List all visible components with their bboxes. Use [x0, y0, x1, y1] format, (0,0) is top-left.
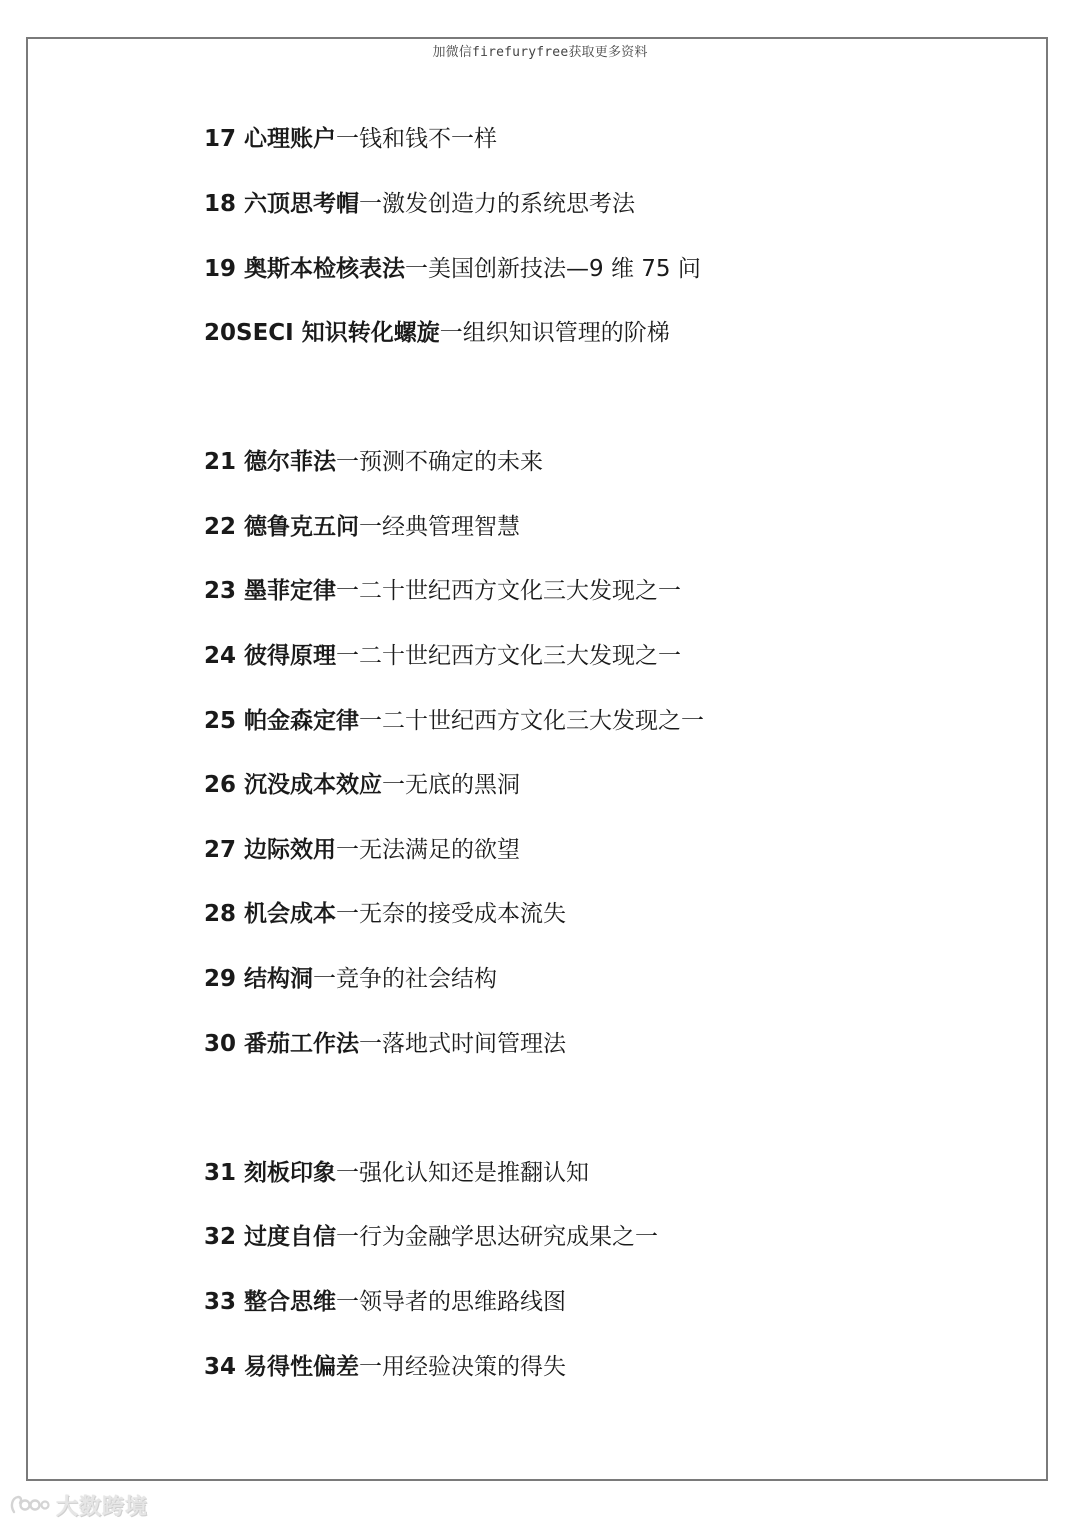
entry-description: 一落地式时间管理法	[359, 1031, 567, 1057]
entry-title: 31 刻板印象	[204, 1160, 337, 1186]
entry-description: 一行为金融学思达研究成果之一	[336, 1224, 659, 1250]
list-item	[204, 124, 497, 154]
entry-description: 一无法满足的欲望	[336, 837, 521, 863]
entry-description: 一二十世纪西方文化三大发现之一	[359, 708, 705, 734]
list-item	[204, 254, 701, 284]
list-item	[204, 189, 635, 219]
entry-title: 25 帕金森定律	[204, 708, 360, 734]
watermark-text: 大数跨境	[56, 1494, 149, 1520]
entry-description: 一竞争的社会结构	[313, 966, 498, 992]
entry-description: 一经典管理智慧	[359, 514, 521, 540]
entry-description: 一激发创造力的系统思考法	[359, 191, 636, 217]
entry-title: 17 心理账户	[204, 126, 337, 152]
list-item	[204, 447, 543, 477]
entry-title: 32 过度自信	[204, 1224, 337, 1250]
entry-title: 26 沉没成本效应	[204, 772, 383, 798]
list-item	[204, 512, 520, 542]
list-item	[204, 706, 704, 736]
brand-logo-icon	[8, 1492, 50, 1518]
entry-title: 20SECI 知识转化螺旋	[204, 320, 440, 346]
entry-description: 一二十世纪西方文化三大发现之一	[336, 643, 682, 669]
list-item	[204, 1352, 566, 1382]
list-item	[204, 641, 681, 671]
entry-title: 19 奥斯本检核表法	[204, 256, 406, 282]
entry-title: 24 彼得原理	[204, 643, 337, 669]
list-item	[204, 899, 566, 929]
entry-title: 23 墨菲定律	[204, 578, 337, 604]
list-item	[204, 1287, 566, 1317]
entry-description: 一预测不确定的未来	[336, 449, 544, 475]
entry-description: 一钱和钱不一样	[336, 126, 498, 152]
list-item	[204, 770, 520, 800]
list-item	[204, 1222, 658, 1252]
entry-title: 34 易得性偏差	[204, 1354, 360, 1380]
list-item	[204, 1029, 566, 1059]
entry-title: 21 德尔菲法	[204, 449, 337, 475]
entry-title: 33 整合思维	[204, 1289, 337, 1315]
list-item	[204, 318, 670, 348]
list-item	[204, 835, 520, 865]
entry-description: 一美国创新技法—9 维 75 问	[405, 256, 701, 282]
entry-description: 一二十世纪西方文化三大发现之一	[336, 578, 682, 604]
entry-title: 22 德鲁克五问	[204, 514, 360, 540]
list-item	[204, 1158, 589, 1188]
entry-description: 一用经验决策的得失	[359, 1354, 567, 1380]
entry-description: 一无奈的接受成本流失	[336, 901, 567, 927]
list-item	[204, 576, 681, 606]
list-item	[204, 964, 497, 994]
entry-description: 一无底的黑洞	[382, 772, 521, 798]
entry-title: 29 结构洞	[204, 966, 314, 992]
header-note: 加微信firefuryfree获取更多资料	[432, 45, 648, 60]
watermark	[8, 1490, 148, 1520]
entry-title: 18 六顶思考帽	[204, 191, 360, 217]
entry-title: 28 机会成本	[204, 901, 337, 927]
entry-description: 一组织知识管理的阶梯	[439, 320, 670, 346]
entry-title: 30 番茄工作法	[204, 1031, 360, 1057]
entry-description: 一强化认知还是推翻认知	[336, 1160, 590, 1186]
entry-description: 一领导者的思维路线图	[336, 1289, 567, 1315]
entry-title: 27 边际效用	[204, 837, 337, 863]
